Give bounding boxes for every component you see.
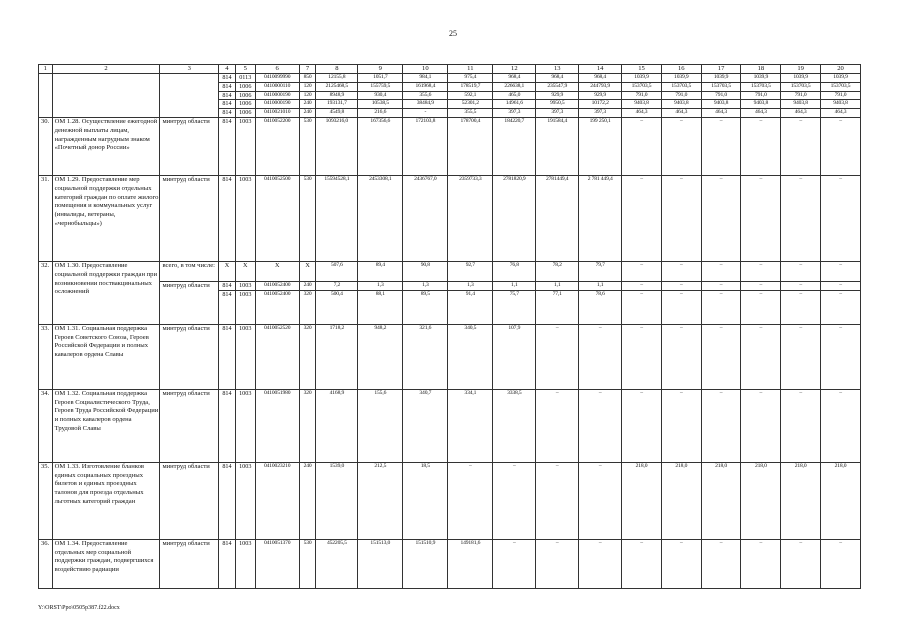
value-cell: 464,3 <box>622 109 662 118</box>
value-cell: 153703,5 <box>821 82 861 91</box>
column-number-header: 5 <box>235 65 255 74</box>
measure-name-cell: ОМ 1.34. Предоставление отдельных мер социальной поддержки граждан, подвергшихся воздействию радиации <box>52 539 160 588</box>
value-cell: – <box>781 290 821 324</box>
value-cell: 240 <box>299 100 316 109</box>
value-cell: 151513,0 <box>358 539 403 588</box>
value-cell: 948,2 <box>358 324 403 389</box>
value-cell: 1718,2 <box>316 324 358 389</box>
value-cell: 1003 <box>235 281 255 290</box>
value-cell: – <box>661 117 701 175</box>
value-cell: 1003 <box>235 324 255 389</box>
value-cell: 92,7 <box>448 261 493 281</box>
value-cell: 153703,5 <box>622 82 662 91</box>
value-cell: 1006 <box>235 91 255 100</box>
value-cell: 226638,1 <box>493 82 536 91</box>
row-number-cell: 30. <box>39 117 53 175</box>
value-cell: 76,8 <box>493 261 536 281</box>
value-cell: – <box>781 281 821 290</box>
value-cell: 0410052400 <box>255 281 299 290</box>
value-cell: 218,0 <box>661 462 701 539</box>
value-cell: 10538,5 <box>358 100 403 109</box>
value-cell: 397,3 <box>579 109 622 118</box>
value-cell: – <box>741 389 781 462</box>
value-cell: 1,1 <box>493 281 536 290</box>
value-cell: – <box>821 389 861 462</box>
value-cell: 0410052520 <box>255 324 299 389</box>
value-cell: 2781820,9 <box>493 175 536 261</box>
value-cell: X <box>219 261 236 281</box>
page-number: 25 <box>449 29 457 38</box>
value-cell: 530 <box>299 539 316 588</box>
value-cell: – <box>741 281 781 290</box>
value-cell: – <box>622 539 662 588</box>
value-cell: 153703,5 <box>701 82 741 91</box>
value-cell: 89,5 <box>403 290 448 324</box>
value-cell: 178519,7 <box>448 82 493 91</box>
value-cell: 0410023210 <box>255 462 299 539</box>
value-cell: 1,3 <box>448 281 493 290</box>
value-cell: 1039,9 <box>741 74 781 83</box>
value-cell: – <box>493 539 536 588</box>
value-cell: – <box>622 117 662 175</box>
value-cell: 10172,2 <box>579 100 622 109</box>
value-cell: 199 250,1 <box>579 117 622 175</box>
value-cell: 1006 <box>235 82 255 91</box>
row-number-cell: 32. <box>39 261 53 324</box>
value-cell: X <box>255 261 299 281</box>
value-cell: – <box>661 261 701 281</box>
value-cell: 814 <box>219 389 236 462</box>
value-cell: 161968,4 <box>403 82 448 91</box>
value-cell: – <box>821 539 861 588</box>
value-cell: 397,3 <box>493 109 536 118</box>
value-cell: 1051,7 <box>358 74 403 83</box>
value-cell: 91,4 <box>448 290 493 324</box>
measure-name-cell <box>52 74 160 118</box>
row-number-cell: 36. <box>39 539 53 588</box>
value-cell: 320 <box>299 324 316 389</box>
value-cell: – <box>661 290 701 324</box>
measure-name-cell: ОМ 1.30. Предоставление социальной поддержки граждан при возникновении поствакцинальных осложнений <box>52 261 160 324</box>
value-cell: 0410052400 <box>255 290 299 324</box>
value-cell: 814 <box>219 82 236 91</box>
column-number-header: 10 <box>403 65 448 74</box>
value-cell: 814 <box>219 74 236 83</box>
column-number-header: 2 <box>52 65 160 74</box>
value-cell: 15594528,1 <box>316 175 358 261</box>
value-cell: – <box>821 117 861 175</box>
value-cell: 464,3 <box>701 109 741 118</box>
value-cell: 791,0 <box>781 91 821 100</box>
measure-name-cell: ОМ 1.28. Осуществление ежегодной денежной выплаты лицам, награжденным нагрудным знаком «Почетный донор России» <box>52 117 160 175</box>
value-cell: 0410000190 <box>255 91 299 100</box>
value-cell: 75,7 <box>493 290 536 324</box>
value-cell: 1003 <box>235 290 255 324</box>
column-number-header: 17 <box>701 65 741 74</box>
value-cell: 1003 <box>235 539 255 588</box>
value-cell: 52301,2 <box>448 100 493 109</box>
value-cell: 18,5 <box>403 462 448 539</box>
value-cell: 814 <box>219 91 236 100</box>
value-cell: 4549,8 <box>316 109 358 118</box>
value-cell: 814 <box>219 175 236 261</box>
value-cell: 0410051980 <box>255 389 299 462</box>
budget-table <box>38 64 861 589</box>
executor-cell: минтруд области <box>160 117 219 175</box>
value-cell: 240 <box>299 462 316 539</box>
value-cell: 930,4 <box>358 91 403 100</box>
value-cell: 1003 <box>235 117 255 175</box>
value-cell: 1,1 <box>536 281 579 290</box>
executor-cell: минтруд области <box>160 539 219 588</box>
measure-name-cell: ОМ 1.29. Предоставление мер социальной поддержки отдельных категорий граждан по оплате жилого помещения и коммунальных услуг (инвалиды, ветераны, «чернобыльцы») <box>52 175 160 261</box>
value-cell: – <box>701 281 741 290</box>
value-cell: 1,3 <box>358 281 403 290</box>
value-cell: – <box>493 462 536 539</box>
value-cell: 218,0 <box>622 462 662 539</box>
value-cell: 1039,9 <box>781 74 821 83</box>
row-number-cell: 35. <box>39 462 53 539</box>
value-cell: 38484,9 <box>403 100 448 109</box>
column-number-header: 9 <box>358 65 403 74</box>
value-cell: – <box>821 324 861 389</box>
column-number-header: 14 <box>579 65 622 74</box>
value-cell: 975,4 <box>448 74 493 83</box>
value-cell: – <box>448 462 493 539</box>
value-cell: 0410000110 <box>255 82 299 91</box>
value-cell: 814 <box>219 324 236 389</box>
executor-cell: минтруд области <box>160 324 219 389</box>
column-number-header: 6 <box>255 65 299 74</box>
value-cell: 79,7 <box>579 261 622 281</box>
row-number-cell: 33. <box>39 324 53 389</box>
column-number-header: 13 <box>536 65 579 74</box>
value-cell: 1,1 <box>579 281 622 290</box>
value-cell: – <box>741 324 781 389</box>
value-cell: 530 <box>299 117 316 175</box>
value-cell: 172103,8 <box>403 117 448 175</box>
value-cell: – <box>701 290 741 324</box>
value-cell: 12155,8 <box>316 74 358 83</box>
value-cell: 1006 <box>235 109 255 118</box>
value-cell: – <box>821 261 861 281</box>
value-cell: 235547,9 <box>536 82 579 91</box>
executor-cell: минтруд области <box>160 281 219 324</box>
column-number-header: 15 <box>622 65 662 74</box>
measure-name-cell: ОМ 1.31. Социальная поддержка Героев Советского Союза, Героев Российской Федерации и полных кавалеров ордена Славы <box>52 324 160 389</box>
value-cell: 240 <box>299 281 316 290</box>
value-cell: 929,9 <box>536 91 579 100</box>
value-cell: 791,0 <box>701 91 741 100</box>
value-cell: 0410051370 <box>255 539 299 588</box>
value-cell: – <box>701 117 741 175</box>
value-cell: – <box>701 175 741 261</box>
value-cell: 340,7 <box>403 389 448 462</box>
value-cell: 507,6 <box>316 261 358 281</box>
value-cell: 814 <box>219 462 236 539</box>
value-cell: 814 <box>219 109 236 118</box>
table-row <box>39 74 861 83</box>
value-cell: – <box>661 324 701 389</box>
value-cell: 814 <box>219 117 236 175</box>
value-cell: 2359733,3 <box>448 175 493 261</box>
table-row <box>39 175 861 261</box>
value-cell: 1039,9 <box>622 74 662 83</box>
column-number-header: 16 <box>661 65 701 74</box>
value-cell: 1039,9 <box>661 74 701 83</box>
value-cell: 397,3 <box>536 109 579 118</box>
value-cell: – <box>781 324 821 389</box>
value-cell: 1539,0 <box>316 462 358 539</box>
value-cell: X <box>235 261 255 281</box>
value-cell: 452205,5 <box>316 539 358 588</box>
value-cell: 218,0 <box>821 462 861 539</box>
table-row <box>39 389 861 462</box>
value-cell: 193131,7 <box>316 100 358 109</box>
value-cell: 8948,9 <box>316 91 358 100</box>
value-cell: – <box>661 539 701 588</box>
value-cell: – <box>781 175 821 261</box>
value-cell: 1093216,0 <box>316 117 358 175</box>
value-cell: 321,6 <box>403 324 448 389</box>
value-cell: 464,3 <box>741 109 781 118</box>
value-cell: 791,0 <box>622 91 662 100</box>
table-row <box>39 117 861 175</box>
column-number-header: 1 <box>39 65 53 74</box>
value-cell: – <box>701 389 741 462</box>
value-cell: 984,1 <box>403 74 448 83</box>
value-cell: 120 <box>299 91 316 100</box>
value-cell: 968,4 <box>579 74 622 83</box>
value-cell: 0410099990 <box>255 74 299 83</box>
table-row <box>39 261 861 281</box>
value-cell: 153703,5 <box>661 82 701 91</box>
value-cell: 9403,8 <box>701 100 741 109</box>
value-cell: 2436767,0 <box>403 175 448 261</box>
value-cell: 155,6 <box>358 389 403 462</box>
value-cell: 814 <box>219 290 236 324</box>
value-cell: – <box>579 539 622 588</box>
value-cell: 1003 <box>235 175 255 261</box>
executor-cell <box>160 74 219 118</box>
value-cell: 153703,5 <box>781 82 821 91</box>
value-cell: 355,5 <box>448 109 493 118</box>
column-number-header: 18 <box>741 65 781 74</box>
value-cell: 464,3 <box>821 109 861 118</box>
value-cell: 240 <box>299 109 316 118</box>
value-cell: – <box>821 290 861 324</box>
executor-cell: минтруд области <box>160 175 219 261</box>
footer-file-path: Y:\ORST\Ppo\0505p387.f22.docx <box>38 605 120 611</box>
value-cell: 791,0 <box>741 91 781 100</box>
value-cell: 968,4 <box>536 74 579 83</box>
value-cell: 464,3 <box>781 109 821 118</box>
value-cell: – <box>622 281 662 290</box>
value-cell: 0410021010 <box>255 109 299 118</box>
executor-cell: минтруд области <box>160 462 219 539</box>
column-number-header: 19 <box>781 65 821 74</box>
value-cell: 88,1 <box>358 290 403 324</box>
value-cell: – <box>536 324 579 389</box>
column-number-header: 4 <box>219 65 236 74</box>
value-cell: 814 <box>219 539 236 588</box>
value-cell: 78,6 <box>579 290 622 324</box>
value-cell: 850 <box>299 74 316 83</box>
value-cell: 90,8 <box>403 261 448 281</box>
value-cell: 77,1 <box>536 290 579 324</box>
value-cell: – <box>741 117 781 175</box>
value-cell: 530 <box>299 175 316 261</box>
value-cell: – <box>579 389 622 462</box>
value-cell: 155759,5 <box>358 82 403 91</box>
value-cell: 814 <box>219 281 236 290</box>
column-number-header: 11 <box>448 65 493 74</box>
column-number-header: 3 <box>160 65 219 74</box>
value-cell: 320 <box>299 389 316 462</box>
value-cell: – <box>622 290 662 324</box>
value-cell: 178700,4 <box>448 117 493 175</box>
value-cell: 2781449,4 <box>536 175 579 261</box>
executor-cell: минтруд области <box>160 389 219 462</box>
value-cell: – <box>536 462 579 539</box>
value-cell: 320 <box>299 290 316 324</box>
column-number-header: 8 <box>316 65 358 74</box>
value-cell: – <box>661 281 701 290</box>
value-cell: – <box>579 324 622 389</box>
value-cell: 218,0 <box>781 462 821 539</box>
value-cell: 244793,9 <box>579 82 622 91</box>
table-row <box>39 539 861 588</box>
row-number-cell: 31. <box>39 175 53 261</box>
value-cell: 9403,8 <box>821 100 861 109</box>
value-cell: 7,2 <box>316 281 358 290</box>
value-cell: 14961,6 <box>493 100 536 109</box>
value-cell: – <box>622 261 662 281</box>
header-row <box>39 65 861 74</box>
value-cell: – <box>661 389 701 462</box>
value-cell: – <box>701 324 741 389</box>
value-cell: 2 781 449,4 <box>579 175 622 261</box>
value-cell: 465,0 <box>493 91 536 100</box>
value-cell: 149181,6 <box>448 539 493 588</box>
table-row <box>39 324 861 389</box>
value-cell: 0113 <box>235 74 255 83</box>
value-cell: 0410052200 <box>255 117 299 175</box>
value-cell: 151510,9 <box>403 539 448 588</box>
value-cell: 216,6 <box>358 109 403 118</box>
value-cell: 184220,7 <box>493 117 536 175</box>
value-cell: 0410000190 <box>255 100 299 109</box>
value-cell: 968,4 <box>493 74 536 83</box>
measure-name-cell: ОМ 1.33. Изготовление бланков единых социальных проездных билетов и единых проездных талонов для проезда отдельных льготных категорий граждан <box>52 462 160 539</box>
value-cell: 9403,8 <box>781 100 821 109</box>
value-cell: 191584,4 <box>536 117 579 175</box>
value-cell: 9403,8 <box>741 100 781 109</box>
value-cell: – <box>701 539 741 588</box>
value-cell: 1,3 <box>403 281 448 290</box>
value-cell: – <box>781 117 821 175</box>
value-cell: – <box>701 261 741 281</box>
value-cell: X <box>299 261 316 281</box>
value-cell: 218,0 <box>741 462 781 539</box>
value-cell: – <box>536 389 579 462</box>
value-cell: – <box>781 389 821 462</box>
value-cell: – <box>579 462 622 539</box>
value-cell: 355,6 <box>403 91 448 100</box>
value-cell: 120 <box>299 82 316 91</box>
value-cell: 1039,9 <box>821 74 861 83</box>
value-cell: - <box>403 109 448 118</box>
value-cell: 1006 <box>235 100 255 109</box>
value-cell: 464,3 <box>661 109 701 118</box>
value-cell: 218,0 <box>701 462 741 539</box>
value-cell: 153703,5 <box>741 82 781 91</box>
value-cell: 334,1 <box>448 389 493 462</box>
value-cell: – <box>622 175 662 261</box>
value-cell: – <box>536 539 579 588</box>
value-cell: 0410052500 <box>255 175 299 261</box>
column-number-header: 7 <box>299 65 316 74</box>
value-cell: 3338,5 <box>493 389 536 462</box>
value-cell: 592,1 <box>448 91 493 100</box>
value-cell: 1003 <box>235 389 255 462</box>
table-row <box>39 281 861 290</box>
value-cell: 78,2 <box>536 261 579 281</box>
value-cell: 167356,6 <box>358 117 403 175</box>
row-number-cell: 34. <box>39 389 53 462</box>
value-cell: 791,0 <box>661 91 701 100</box>
value-cell: 9950,5 <box>536 100 579 109</box>
table-row <box>39 462 861 539</box>
value-cell: 500,4 <box>316 290 358 324</box>
value-cell: 2453308,1 <box>358 175 403 261</box>
value-cell: – <box>741 539 781 588</box>
value-cell: – <box>781 539 821 588</box>
value-cell: 1003 <box>235 462 255 539</box>
value-cell: – <box>741 290 781 324</box>
value-cell: – <box>781 261 821 281</box>
value-cell: 340,5 <box>448 324 493 389</box>
value-cell: – <box>741 261 781 281</box>
value-cell: 9403,8 <box>661 100 701 109</box>
value-cell: 4168,9 <box>316 389 358 462</box>
measure-name-cell: ОМ 1.32. Социальная поддержка Героев Социалистического Труда, Героев Труда Российской Федерации и полных кавалеров ордена Трудовой Славы <box>52 389 160 462</box>
value-cell: – <box>741 175 781 261</box>
value-cell: 791,0 <box>821 91 861 100</box>
value-cell: 107,9 <box>493 324 536 389</box>
value-cell: 89,4 <box>358 261 403 281</box>
value-cell: – <box>821 281 861 290</box>
value-cell: – <box>622 389 662 462</box>
executor-total-cell: всего, в том числе: <box>160 261 219 281</box>
value-cell: – <box>622 324 662 389</box>
value-cell: 1039,9 <box>701 74 741 83</box>
value-cell: 9403,8 <box>622 100 662 109</box>
value-cell: 212,5 <box>358 462 403 539</box>
row-number-cell <box>39 74 53 118</box>
value-cell: – <box>821 175 861 261</box>
value-cell: 2125468,5 <box>316 82 358 91</box>
column-number-header: 12 <box>493 65 536 74</box>
value-cell: 814 <box>219 100 236 109</box>
column-number-header: 20 <box>821 65 861 74</box>
value-cell: – <box>661 175 701 261</box>
value-cell: 929,9 <box>579 91 622 100</box>
